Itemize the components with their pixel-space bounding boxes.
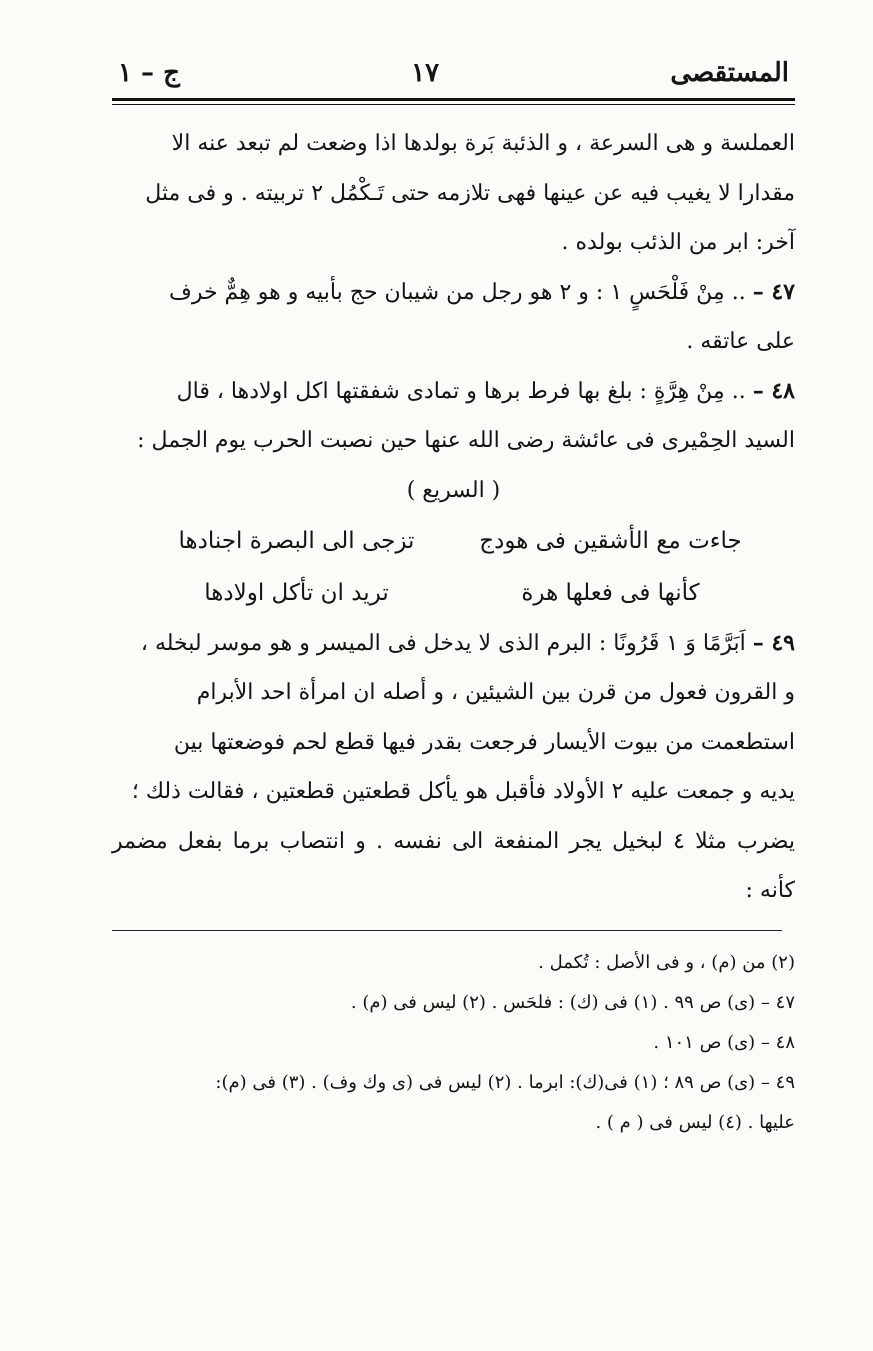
text-line: يديه و جمعت عليه ٢ الأولاد فأقبل هو يأكل قطعتين قطعتين ، فقالت ذلك ؛ [131, 779, 795, 804]
footnote: (٢) من (م) ، و فى الأصل : تُكمل . [538, 951, 795, 973]
hemistich-second: تزجى الى البصرة اجنادها [178, 527, 415, 554]
hemistich-first: كأنها فى فعلها هرة [521, 579, 700, 606]
verse-line-1 [112, 515, 795, 567]
text-line: يضرب مثلا ٤ لبخيل يجر المنفعة الى نفسه . و انتصاب برما بفعل مضمر كأنه : [112, 828, 795, 903]
verse-line-2 [112, 567, 795, 619]
text-line: اَبَرَّمًا وَ ١ قَرُونًا : البرم الذى لا يدخل فى الميسر و هو موسر لبخله ، [140, 630, 746, 656]
hemistich-second: تريد ان تأكل اولادها [204, 579, 389, 606]
running-head [112, 58, 795, 98]
header-rule-thick [112, 98, 795, 101]
entry-number: ٤٨ – [752, 377, 795, 404]
footnote: ٤٧ – (ى) ص ٩٩ . (١) فى (ك) : فلحَس . (٢) ليس فى (م) . [350, 991, 795, 1013]
volume-label: ج – ١ [118, 58, 180, 88]
book-title: المستقصى [670, 58, 789, 88]
entry-47 [112, 268, 795, 367]
footnote: عليها . (٤) ليس فى ( م ) . [595, 1111, 795, 1133]
footnote: ٤٩ – (ى) ص ٨٩ ؛ (١) فى(ك): ابرما . (٢) ليس فى (ى وك وف) . (٣) فى (م): [215, 1071, 795, 1093]
entry-48 [112, 367, 795, 466]
footnote: ٤٨ – (ى) ص ١٠١ . [653, 1031, 795, 1053]
entry-number: ٤٩ – [752, 629, 795, 656]
text-line: العملسة و هى السرعة ، و الذئبة بَرة بولدها اذا وضعت لم تبعد عنه الا [171, 131, 795, 156]
entry-49 [112, 619, 795, 916]
main-text [112, 119, 795, 916]
poem-meter: ( السريع ) [406, 477, 501, 503]
entry-number: ٤٧ – [752, 278, 795, 305]
paragraph-continuation [112, 119, 795, 268]
text-line: و القرون فعول من قرن بين الشيئين ، و أصله ان امرأة احد الأبرام [196, 680, 795, 705]
text-line: السيد الحِمْيرى فى عائشة رضى الله عنها حين نصبت الحرب يوم الجمل : [137, 428, 795, 453]
text-line: آخر: ابر من الذئب بولده . [561, 230, 795, 255]
text-line: استطعمت من بيوت الأيسار فرجعت بقدر فيها قطع لحم فوضعتها بين [173, 729, 795, 755]
hemistich-first: جاءت مع الأشقين فى هودج [479, 527, 742, 554]
text-line: مقدارا لا يغيب فيه عن عينها فهى تلازمه حتى تَـكْمُل ٢ تربيته . و فى مثل [145, 180, 795, 206]
header-rule-thin [112, 104, 795, 105]
text-line: .. مِنْ فَلْحَسٍ ١ : و ٢ هو رجل من شيبان حج بأبيه و هو هِمٌّ خرف [169, 279, 746, 305]
footnotes [112, 943, 795, 1143]
text-line: على عاتقه . [686, 329, 795, 354]
text-line: .. مِنْ هِرَّةٍ : بلغ بها فرط برها و تمادى شفقتها اكل اولادها ، قال [176, 378, 746, 404]
footnote-rule [112, 930, 782, 931]
page-number: ١٧ [411, 58, 440, 88]
